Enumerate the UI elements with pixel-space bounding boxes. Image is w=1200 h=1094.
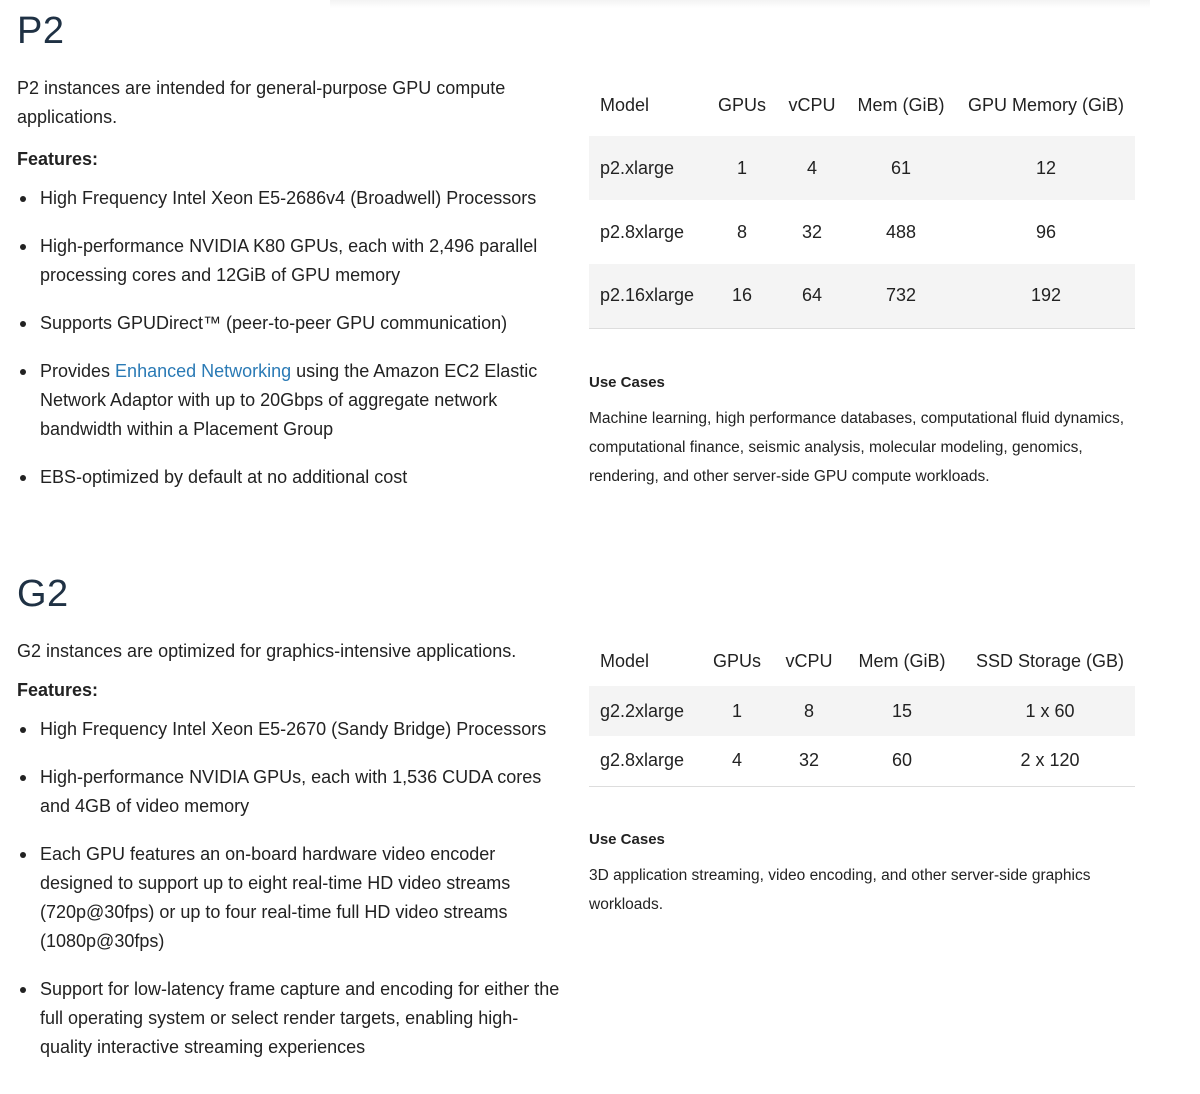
table-cell: 32 xyxy=(798,750,820,771)
feature-item xyxy=(17,975,567,1062)
table-row xyxy=(589,264,1135,328)
feature-text: Supports GPUDirect™ (peer-to-peer GPU communication) xyxy=(40,313,508,333)
g2-heading: G2 xyxy=(17,573,69,615)
column-header: vCPU xyxy=(788,94,836,115)
g2-description: G2 instances are optimized for graphics-intensive applications. xyxy=(17,641,517,661)
feature-text: High Frequency Intel Xeon E5-2670 (Sandy Bridge) Processors xyxy=(40,719,547,739)
p2-features-list xyxy=(17,184,567,492)
table-cell: 2 x 120 xyxy=(1020,750,1080,771)
column-header: GPU Memory (GiB) xyxy=(967,94,1124,115)
feature-item xyxy=(17,763,567,821)
table-cell: 488 xyxy=(885,221,917,242)
column-header: GPUs xyxy=(717,94,766,115)
p2-features-label: Features: xyxy=(17,149,99,169)
column-header: GPUs xyxy=(712,650,761,671)
table-row xyxy=(589,200,1135,264)
table-cell: g2.8xlarge xyxy=(600,750,685,771)
column-header: Model xyxy=(600,94,650,115)
g2-left-column xyxy=(17,637,567,1062)
table-header-row xyxy=(589,636,1135,686)
feature-item xyxy=(17,715,567,744)
column-header: Mem (GiB) xyxy=(858,650,946,671)
table-cell: 4 xyxy=(779,136,845,200)
p2-heading: P2 xyxy=(17,10,65,52)
table-cell: 1 xyxy=(695,686,779,736)
p2-instance-table xyxy=(589,74,1135,329)
column-header: Mem (GiB) xyxy=(857,94,945,115)
feature-text: Support for low-latency frame capture and encoding for either the full operating system or select render targets, enabling high-quality interactive streaming experiences xyxy=(40,979,560,1057)
table-cell: 1 xyxy=(705,136,779,200)
enhanced-networking-link[interactable]: Enhanced Networking xyxy=(115,361,292,381)
table-cell: 32 xyxy=(801,221,823,242)
g2-use-cases-text: 3D application streaming, video encoding, and other server-side graphics workloads. xyxy=(589,866,1091,913)
feature-text: High Frequency Intel Xeon E5-2686v4 (Broadwell) Processors xyxy=(40,188,537,208)
feature-text: using the Amazon EC2 Elastic Network Adaptor with up to 20Gbps of aggregate network bandwidth within a Placement Group xyxy=(40,361,538,439)
feature-item xyxy=(17,309,567,338)
column-header: Model xyxy=(600,650,650,671)
table-cell: 16 xyxy=(705,264,779,328)
g2-features-list xyxy=(17,715,567,1062)
p2-use-cases-text: Machine learning, high performance databases, computational fluid dynamics, computational finance, seismic analysis, molecular modeling, genomics, rendering, and other server-side GPU compute workloads. xyxy=(589,409,1125,485)
feature-text: High-performance NVIDIA GPUs, each with 1,536 CUDA cores and 4GB of video memory xyxy=(40,767,542,816)
feature-text: EBS-optimized by default at no additional cost xyxy=(40,467,408,487)
feature-text: Provides xyxy=(40,361,116,381)
table-cell: 12 xyxy=(957,136,1135,200)
table-cell: 732 xyxy=(845,264,957,328)
feature-item xyxy=(17,357,567,444)
g2-right-column xyxy=(589,636,1135,919)
feature-item xyxy=(17,184,567,213)
table-row xyxy=(589,136,1135,200)
p2-use-cases-label: Use Cases xyxy=(589,373,665,391)
g2-instance-table xyxy=(589,636,1135,787)
g2-use-cases-label: Use Cases xyxy=(589,830,665,848)
table-cell: 60 xyxy=(891,750,913,771)
table-cell: 15 xyxy=(839,686,965,736)
g2-features-label: Features: xyxy=(17,680,99,700)
column-header: vCPU xyxy=(785,650,833,671)
table-cell: p2.xlarge xyxy=(589,136,705,200)
table-cell: 1 x 60 xyxy=(965,686,1135,736)
table-cell: 8 xyxy=(779,686,839,736)
p2-description: P2 instances are intended for general-purpose GPU compute applications. xyxy=(17,78,506,127)
feature-text: Each GPU features an on-board hardware video encoder designed to support up to eight real-time HD video streams (720p@30fps) or up to four real-time full HD video streams (1080p@30fps) xyxy=(40,844,511,951)
table-header-row xyxy=(589,74,1135,136)
p2-left-column xyxy=(17,74,567,492)
table-cell: p2.16xlarge xyxy=(589,264,705,328)
feature-item xyxy=(17,840,567,956)
table-row xyxy=(589,736,1135,786)
table-cell: 64 xyxy=(779,264,845,328)
feature-item xyxy=(17,463,567,492)
table-cell: 8 xyxy=(736,221,747,242)
table-cell: p2.8xlarge xyxy=(600,221,685,242)
feature-text: High-performance NVIDIA K80 GPUs, each with 2,496 parallel processing cores and 12GiB of GPU memory xyxy=(40,236,538,285)
table-cell: 192 xyxy=(957,264,1135,328)
table-cell: 4 xyxy=(731,750,742,771)
table-cell: g2.2xlarge xyxy=(589,686,695,736)
table-row xyxy=(589,686,1135,736)
column-header: SSD Storage (GB) xyxy=(975,650,1125,671)
table-cell: 61 xyxy=(845,136,957,200)
feature-item xyxy=(17,232,567,290)
table-cell: 96 xyxy=(1035,221,1057,242)
top-fade xyxy=(330,0,1150,8)
p2-right-column xyxy=(589,74,1135,491)
